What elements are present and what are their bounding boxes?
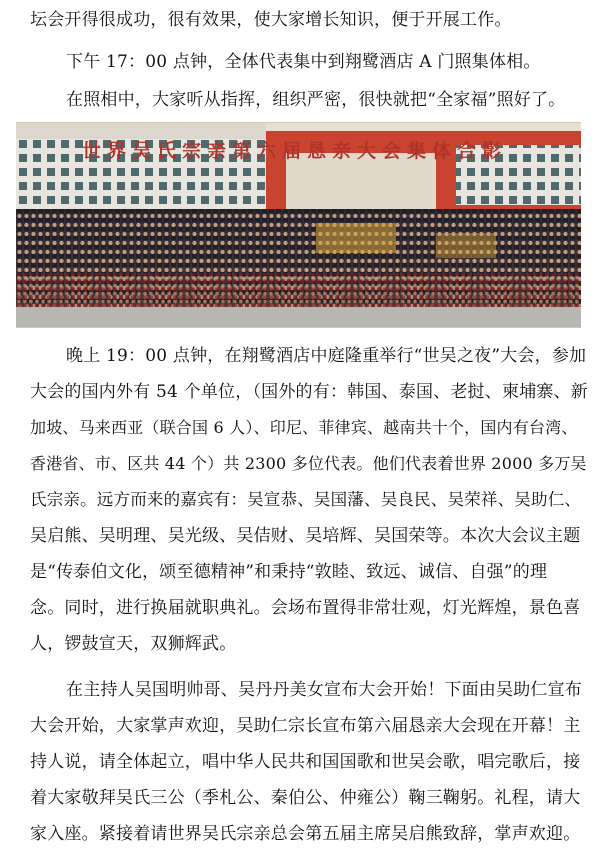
paragraph-line: 氏宗亲。远方而来的嘉宾有：吴宣恭、吴国藩、吴良民、吴荣祥、吴助仁、 xyxy=(30,490,582,509)
group-photo xyxy=(16,122,581,328)
paragraph-line: 在主持人吴国明帅哥、吴丹丹美女宣布大会开始！下面由吴助仁宣布 xyxy=(66,680,582,700)
paragraph-line: 着大家敬拜吴氏三公（季札公、秦伯公、仲雍公）鞠三鞠躬。礼程，请大 xyxy=(30,788,581,808)
paragraph-line: 持人说，请全体起立，唱中华人民共和国国歌和世吴会歌，唱完歌后，接 xyxy=(30,752,581,772)
ground xyxy=(16,307,581,327)
paragraph-line: 加坡、马来西亚（联合国 6 人）、印尼、菲律宾、越南共十个，国内有台湾、 xyxy=(30,418,578,437)
paragraph-line: 坛会开得很成功，很有效果，使大家增长知识，便于开展工作。 xyxy=(30,10,512,30)
paragraph-line: 大会的国内外有 54 个单位，（国外的有：韩国、泰国、老挝、柬埔寨、新 xyxy=(30,382,588,402)
paragraph-line: 家入座。紧接着请世界吴氏宗亲总会第五届主席吴启熊致辞，掌声欢迎。 xyxy=(30,824,581,844)
paragraph-line: 是“传泰伯文化，颂至德精神”和秉持“敦睦、致远、诚信、自强”的理 xyxy=(30,562,548,582)
paragraph-line: 念。同时，进行换届就职典礼。会场布置得非常壮观，灯光辉煌，景色喜 xyxy=(30,598,581,618)
paragraph-line: 人，锣鼓宣天，双狮辉武。 xyxy=(30,634,237,654)
paragraph-line: 香港省、市、区共 44 个）共 2300 多位代表。他们代表着世界 2000 多万吴 xyxy=(30,454,587,473)
banner-text: 世界吴氏宗亲第六届恳亲大会集体合影 xyxy=(82,140,508,162)
paragraph-line: 大会开始，大家掌声欢迎，吴助仁宗长宣布第六届恳亲大会现在开幕！主 xyxy=(30,716,581,736)
paragraph-line: 晚上 19：00 点钟，在翔鹭酒店中庭隆重举行“世吴之夜”大会，参加 xyxy=(66,346,587,366)
paragraph-line: 在照相中，大家听从指挥，组织严密，很快就把“全家福”照好了。 xyxy=(66,90,566,110)
paragraph-line: 下午 17：00 点钟，全体代表集中到翔鹭酒店 A 门照集体相。 xyxy=(66,52,541,72)
paragraph-line: 吴启熊、吴明理、吴光级、吴佶财、吴培辉、吴国荣等。本次大会议主题 xyxy=(30,526,581,546)
